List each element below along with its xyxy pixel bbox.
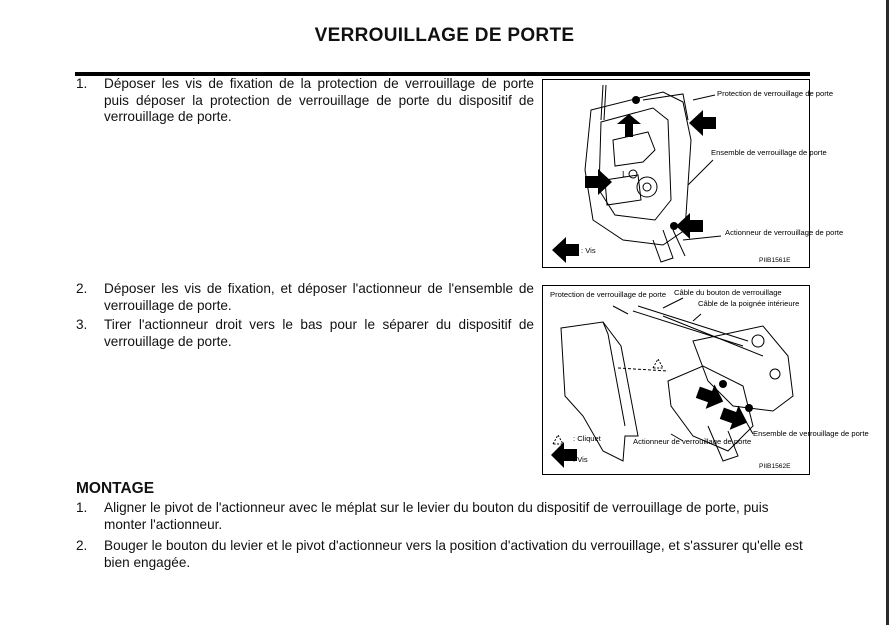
legend-vis: : Vis [573,455,588,464]
step-number: 1. [76,500,88,515]
step-number: 1. [76,76,88,91]
svg-text:L: L [622,170,627,179]
page-title: VERROUILLAGE DE PORTE [314,25,575,46]
step-item [76,317,534,350]
step-number: 2. [76,538,88,554]
legend-vis: : Vis [581,246,596,255]
montage-steps [76,500,812,576]
step-text: Tirer l'actionneur droit vers le bas pour le séparer du dispositif de verrouillage de porte. [104,317,534,349]
removal-steps-part-2 [76,281,534,353]
step-number: 3. [76,317,88,333]
step-item [76,500,812,533]
callout-ensemble: Ensemble de verrouillage de porte [753,429,869,438]
callout-protection: Protection de verrouillage de porte [717,89,834,98]
step-item [76,538,812,571]
callout-ensemble: Ensemble de verrouillage de porte [711,148,827,157]
figure-door-lock-protection [542,79,844,268]
callout-cable-poignee: Câble de la poignée intérieure [698,299,800,308]
step-text: Déposer les vis de fixation de la protection de verrouillage de porte puis déposer la protection de verrouillage de porte du dispositif de verrouillage de porte. [104,76,534,125]
section-heading-montage: MONTAGE [76,480,155,497]
step-text: Déposer les vis de fixation, et déposer l'actionneur de l'ensemble de verrouillage de porte. [104,281,534,313]
step-number: 2. [76,281,88,296]
figure-code: PIIB1561E [759,257,791,264]
step-text: Bouger le bouton du levier et le pivot d'actionneur vers la position d'activation du verrouillage, et s'assurer qu'elle est bien engagée. [104,538,803,570]
removal-steps-part-1 [76,76,534,126]
figure-actuator-removal [542,285,869,475]
door-lock-drawing [543,80,809,267]
step-item [76,281,534,314]
step-item [76,76,534,126]
figure-code: PIIB1562E [759,463,791,470]
callout-cable-bouton: Câble du bouton de verrouillage [674,288,782,297]
callout-protection: Protection de verrouillage de porte [550,290,667,299]
callout-actionneur: Actionneur de verrouillage de porte [633,437,752,446]
step-text: Aligner le pivot de l'actionneur avec le méplat sur le levier du bouton du dispositif de verrouillage de porte, puis monter l'actionneur. [104,500,769,532]
callout-actionneur: Actionneur de verrouillage de porte [725,228,844,237]
legend-cliquet: : Cliquet [573,434,601,443]
